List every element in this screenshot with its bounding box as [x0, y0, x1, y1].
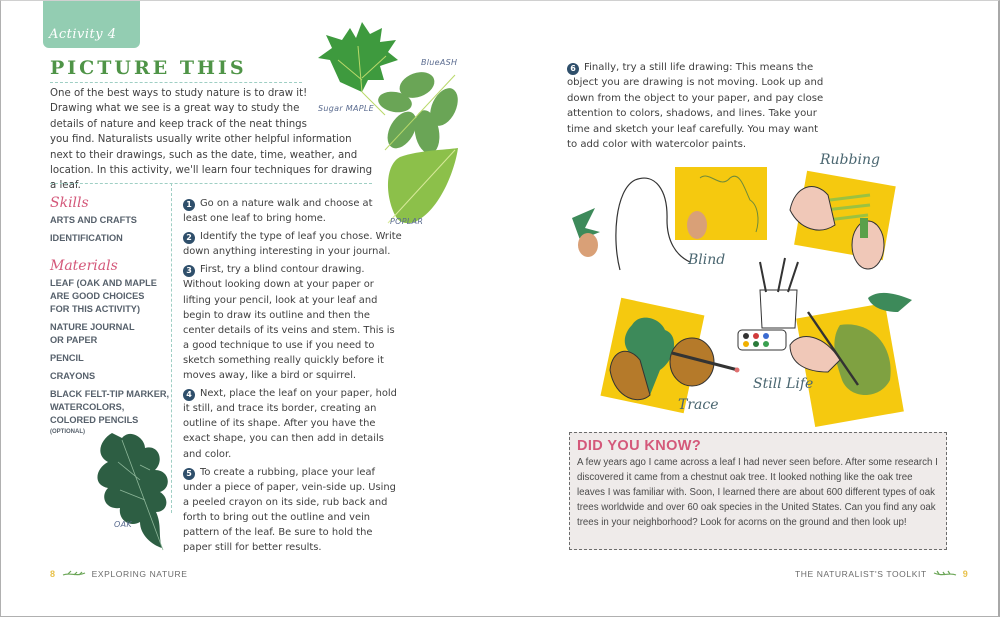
label-rubbing: Rubbing: [820, 152, 880, 168]
label-blind: Blind: [688, 252, 726, 268]
step-text: Identify the type of leaf you chose. Write down anything interesting in your journal.: [183, 231, 402, 258]
label-still-life: Still Life: [753, 376, 814, 392]
did-you-know-box: [569, 432, 947, 550]
step-number-badge: 1: [183, 199, 195, 211]
skill-item: IDENTIFICATION: [50, 233, 123, 243]
section-title: THE NATURALIST'S TOOLKIT: [795, 569, 927, 579]
step-text: Go on a nature walk and choose at least one leaf to bring home.: [183, 198, 373, 225]
section-title: EXPLORING NATURE: [91, 569, 188, 579]
still-life-icon: [790, 293, 912, 427]
skill-item: ARTS AND CRAFTS: [50, 215, 137, 225]
material-item: NATURE JOURNAL OR PAPER: [50, 322, 135, 345]
right-footer: [795, 569, 968, 579]
did-you-know-text: A few years ago I came across a leaf I had never seen before. After some research I discovered it came from a chestnut oak tree. It looked nothing like the oak tree leaves I was familiar with. Soon, I learned there are about 600 different types of oak trees worldwide and over 60 oak species in the United States. Can you find any oak trees in your neighborhood? Look for acorns on the ground and then look up!: [577, 457, 938, 529]
intro-text-narrow: One of the best ways to study nature is to draw it! Drawing what we see is a great way to study the details of nature and keep track of the neat things: [50, 88, 308, 130]
blind-drawing-icon: [572, 167, 767, 270]
page-number: 9: [962, 569, 969, 579]
material-item: LEAF (OAK AND MAPLE ARE GOOD CHOICES FOR THIS ACTIVITY): [50, 278, 157, 314]
material-item: CRAYONS: [50, 371, 96, 381]
oak-label: OAK: [114, 520, 132, 529]
step-text: First, try a blind contour drawing. Without looking down at your paper or lifting your pencil, look at your leaf and begin to draw its outline and then the center details of its veins and stem. This is a good technique to use if you need to sketch something really quickly before it moves away, like a bird or squirrel.: [183, 264, 395, 382]
step-number-badge: 5: [183, 468, 195, 480]
page-title: PICTURE THIS: [50, 57, 247, 79]
step-text: To create a rubbing, place your leaf under a piece of paper, vein-side up. Using a peeled crayon on its side, rub back and forth to bring out the outline and vein pattern of the leaf. Be sure to hold the paper still for better results.: [183, 466, 396, 554]
step-number-badge: 2: [183, 232, 195, 244]
maple-label: Sugar MAPLE: [318, 104, 374, 113]
material-item: BLACK FELT-TIP MARKER, WATERCOLORS, COLORED PENCILS: [50, 389, 170, 425]
step-text: Finally, try a still life drawing: This means the object you are drawing is not moving. Look up and down from the object to your paper, and pay close attention to colors, shadows, and lines. Take your time and sketch your leaf carefully. You may want to add color with watercolor paints.: [567, 62, 824, 151]
activity-label: Activity 4: [49, 27, 117, 42]
label-trace: Trace: [678, 397, 719, 413]
did-you-know-heading: DID YOU KNOW?: [577, 438, 702, 454]
trace-icon: [600, 298, 739, 413]
step-number-badge: 6: [567, 63, 579, 75]
materials-heading: Materials: [50, 258, 118, 274]
ash-label: BlueASH: [421, 58, 458, 67]
page-number: 8: [50, 569, 56, 579]
step-number-badge: 4: [183, 389, 195, 401]
intro-text-wide: you find. Naturalists usually write other helpful information next to their drawings, such as the date, time, weather, and location. In this activity, we'll learn four techniques for drawing a leaf.: [50, 134, 373, 192]
poplar-label: POPLAR: [390, 217, 424, 226]
step-text: Next, place the leaf on your paper, hold it still, and trace its border, creating an outline of its shape. After you have the exact shape, you can then add in details and color.: [183, 388, 397, 460]
rubbing-icon: [790, 171, 896, 269]
sprig-icon: [933, 570, 957, 578]
optional-note: (OPTIONAL): [50, 429, 85, 435]
material-item: PENCIL: [50, 353, 84, 363]
step-number-badge: 3: [183, 265, 195, 277]
paint-jar-icon: [738, 258, 798, 350]
skills-heading: Skills: [50, 195, 89, 211]
